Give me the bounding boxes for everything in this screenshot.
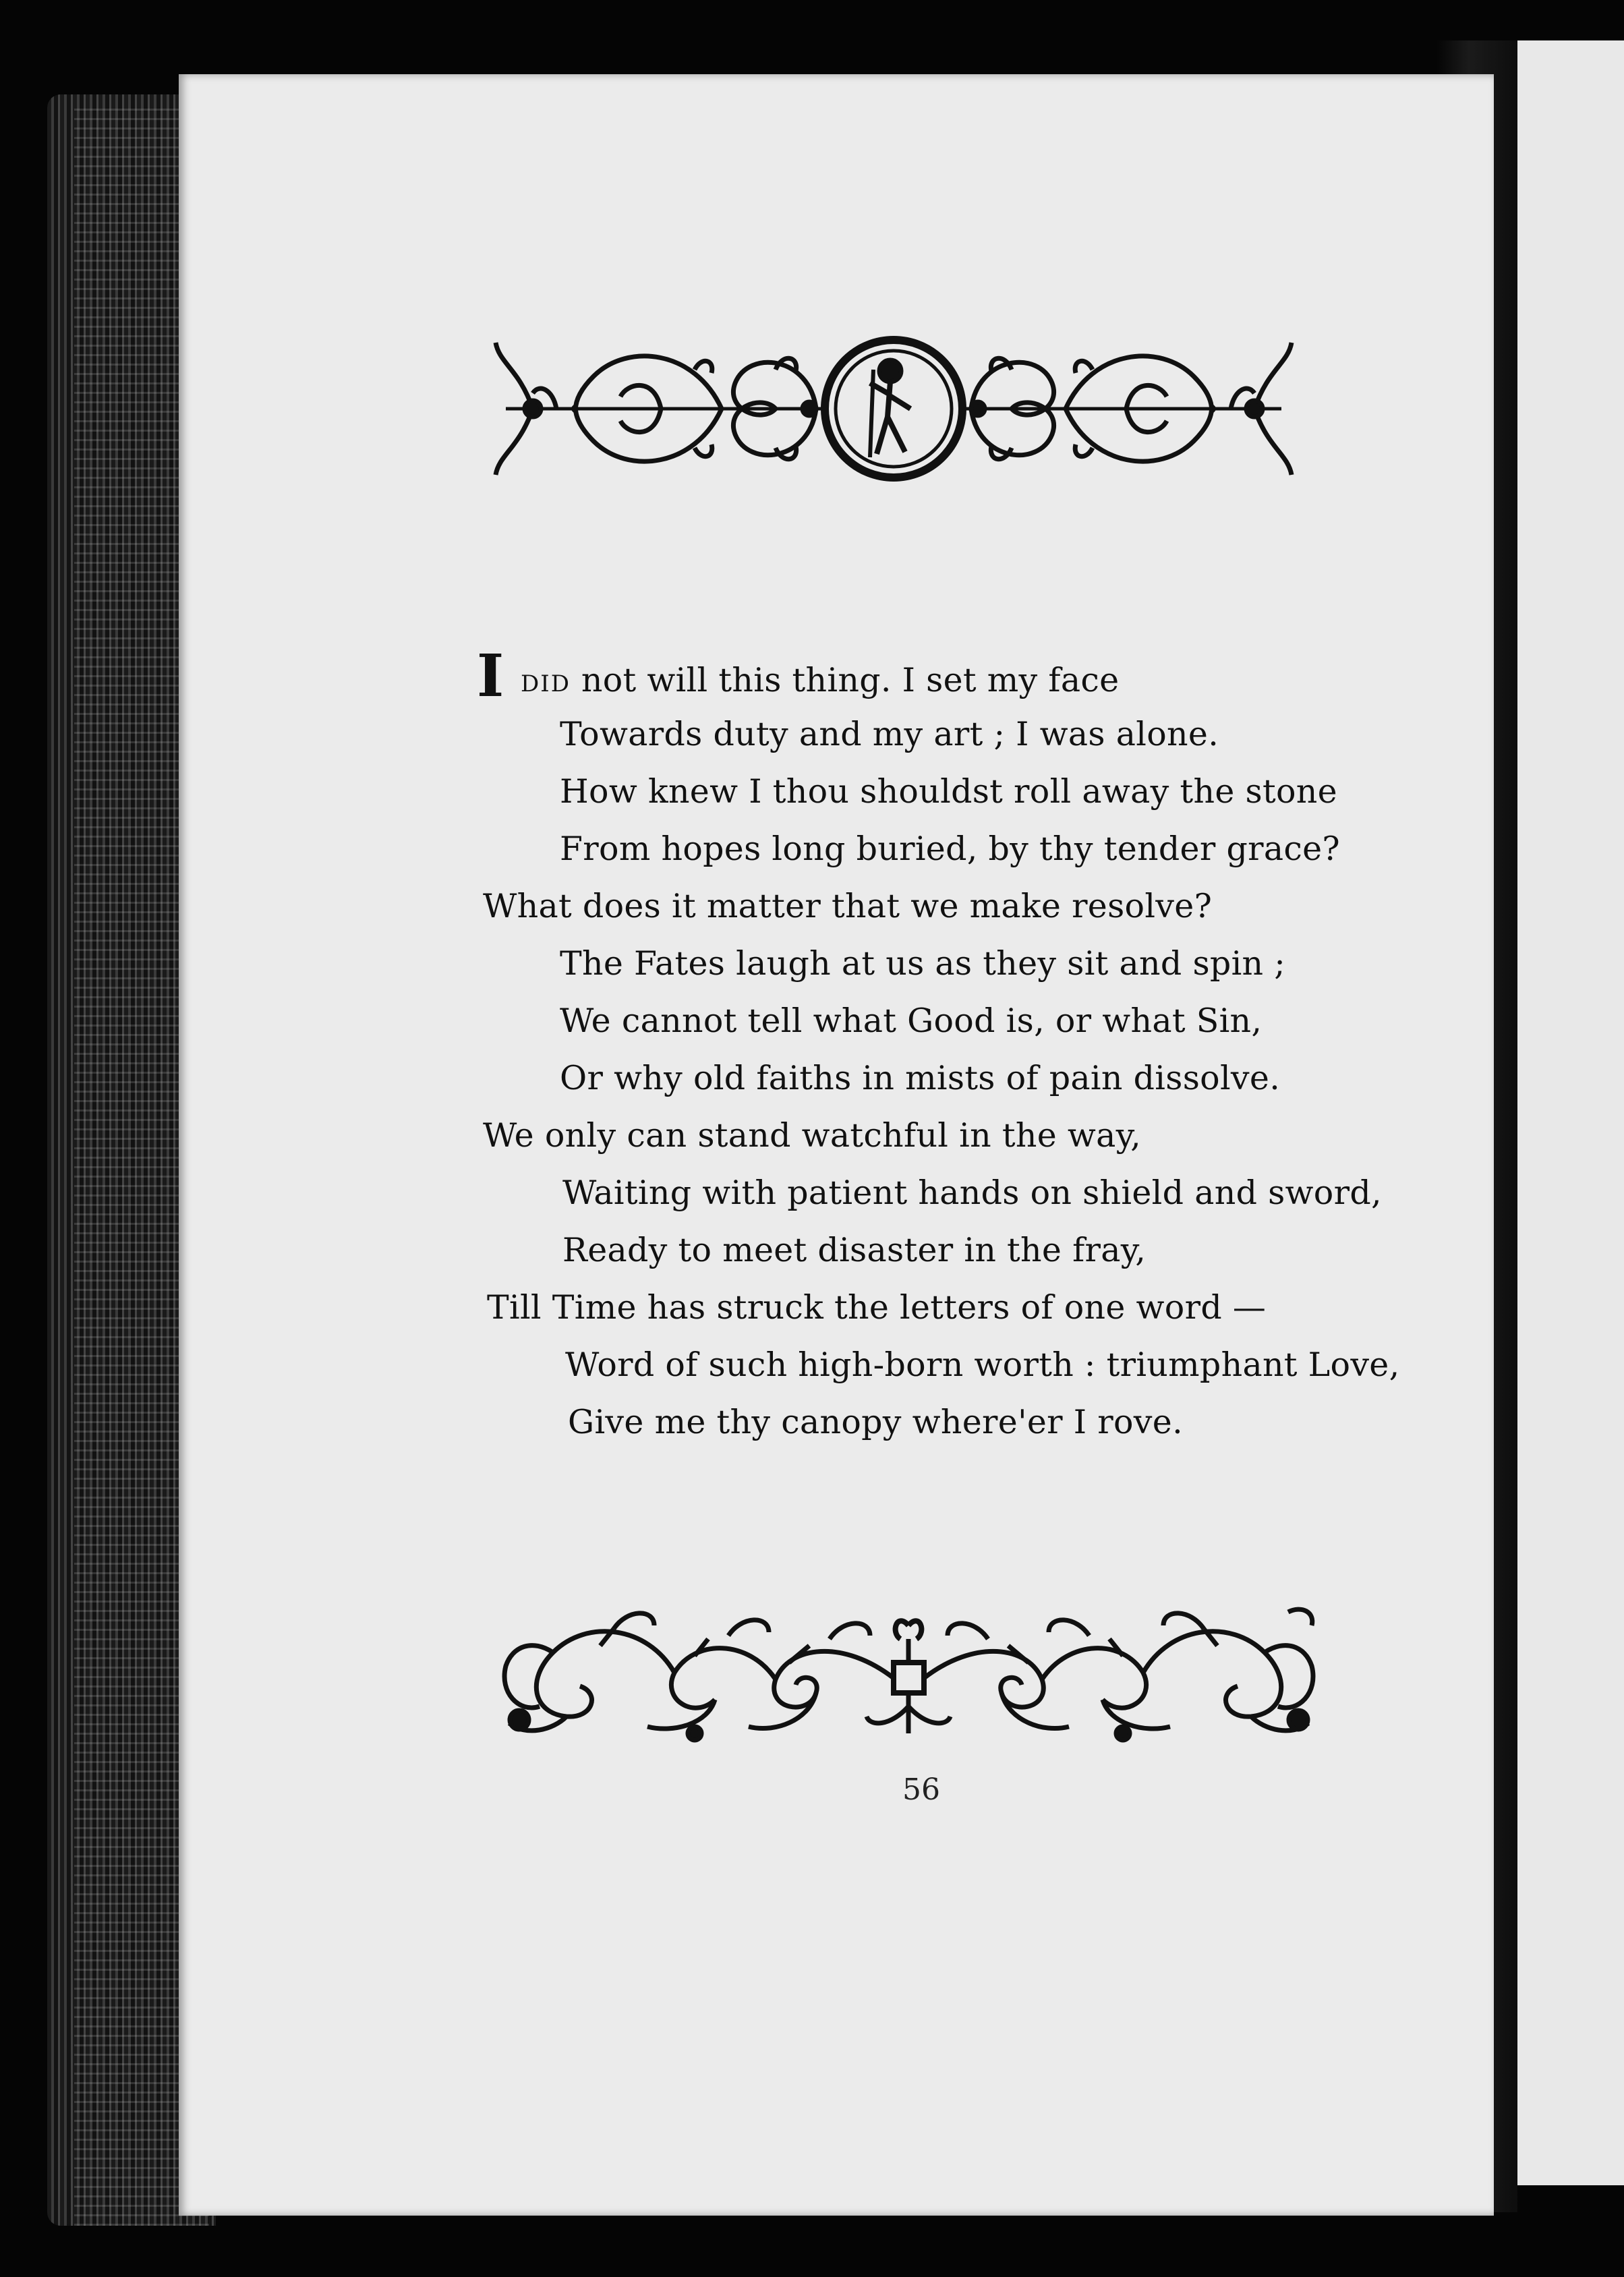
acanthus-scroll-tailpiece-icon — [492, 1598, 1325, 1754]
poem-line: Waiting with patient hands on shield and sword, — [562, 1174, 1382, 1212]
poem-line: The Fates laugh at us as they sit and spin ; — [560, 944, 1286, 983]
drop-cap: I — [477, 642, 504, 710]
page-number: 56 — [902, 1772, 940, 1807]
poem-line-1 — [521, 661, 1119, 699]
poem-line: Till Time has struck the letters of one word — — [487, 1288, 1267, 1327]
poem-line: How knew I thou shouldst roll away the stone — [560, 772, 1337, 811]
poem-line: Towards duty and my art ; I was alone. — [560, 715, 1219, 753]
poem-line: Word of such high-born worth : triumphant Love, — [565, 1346, 1400, 1384]
poem-line: What does it matter that we make resolve? — [483, 887, 1213, 925]
poem-line: We cannot tell what Good is, or what Sin, — [560, 1002, 1263, 1040]
poem-line: Give me thy canopy where'er I rove. — [568, 1403, 1183, 1441]
first-line-text: not will this thing. I set my face — [581, 661, 1120, 699]
first-word-smallcaps: DID — [521, 670, 571, 697]
poem-line: We only can stand watchful in the way, — [483, 1116, 1141, 1155]
poem-line: Ready to meet disaster in the fray, — [562, 1231, 1147, 1269]
poem-line: Or why old faiths in mists of pain dissolve. — [560, 1059, 1281, 1097]
poem-line: From hopes long buried, by thy tender grace? — [560, 830, 1340, 868]
